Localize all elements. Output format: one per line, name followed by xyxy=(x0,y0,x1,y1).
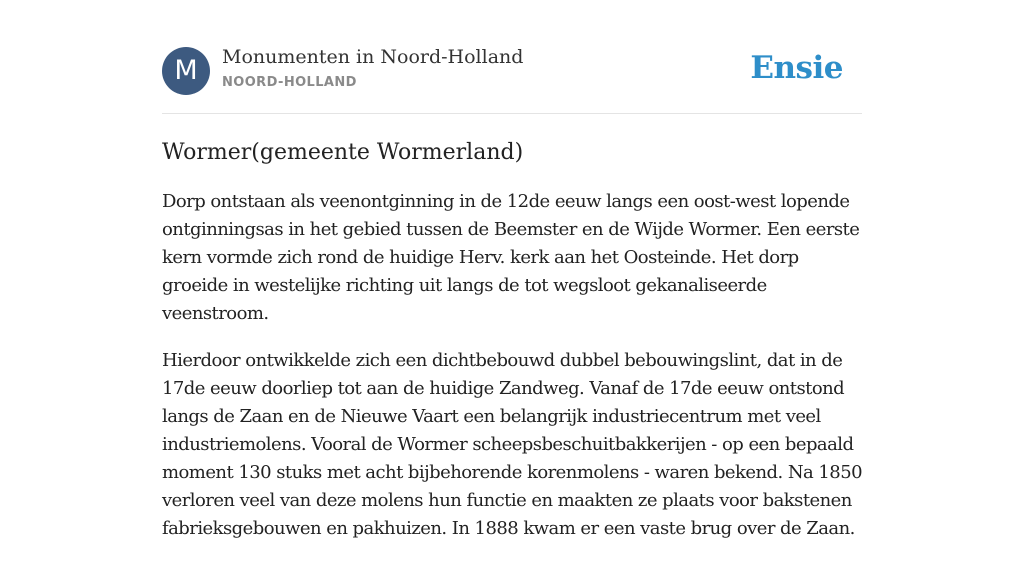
source-title-link[interactable]: Monumenten in Noord-Holland xyxy=(222,46,524,68)
brand-logo[interactable]: Ensie xyxy=(750,50,843,86)
source-region-link[interactable]: NOORD-HOLLAND xyxy=(222,75,357,90)
article-body xyxy=(162,138,866,562)
article-paragraph-2: Hierdoor ontwikkelde zich een dichtbebouwd dubbel bebouwingslint, dat in de 17de eeuw doorliep tot aan de huidige Zandweg. Vanaf de 17de eeuw ontstond langs de Zaan en de Nieuwe Vaart een belangrijk industriecentrum met veel industriemolens. Vooral de Wormer scheepsbeschuitbakkerijen - op een bepaald moment 130 stuks met acht bijbehorende korenmolens - waren bekend. Na 1850 verloren veel van deze molens hun functie en maakten ze plaats voor bakstenen fabrieksgebouwen en pakhuizen. In 1888 kwam er een vaste brug over de Zaan. xyxy=(162,350,863,539)
article-paragraph-1: Dorp ontstaan als veenontginning in de 12de eeuw langs een oost-west lopende ontginningsas in het gebied tussen de Beemster en de Wijde Wormer. Een eerste kern vormde zich rond de huidige Herv. kerk aan het Oosteinde. Het dorp groeide in westelijke richting uit langs de tot wegsloot gekanaliseerde veenstroom. xyxy=(162,191,860,324)
avatar[interactable]: M xyxy=(162,47,210,95)
source-header xyxy=(162,46,862,96)
article-title: Wormer(gemeente Wormerland) xyxy=(162,140,524,165)
header-divider xyxy=(162,113,862,114)
